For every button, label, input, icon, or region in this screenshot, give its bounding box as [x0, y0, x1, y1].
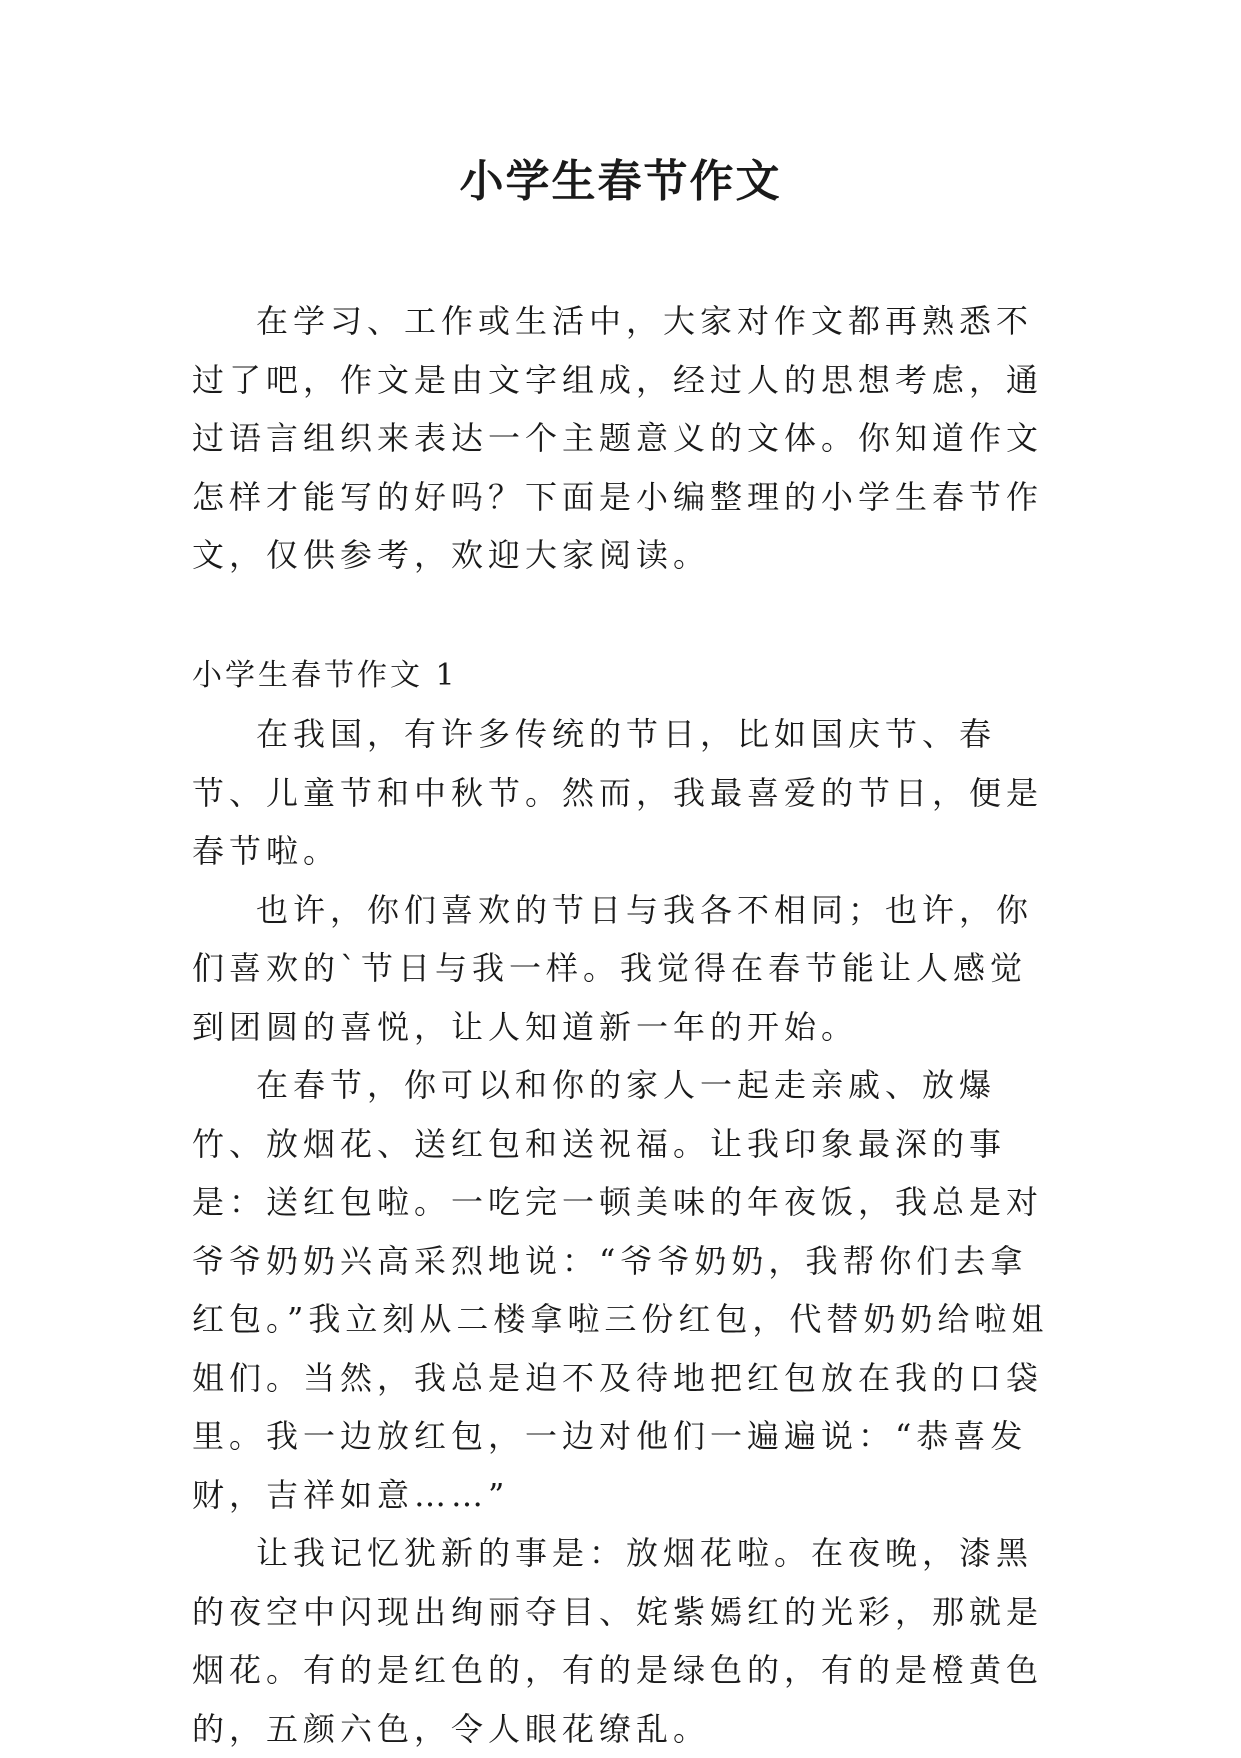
document-title: 小学生春节作文	[459, 156, 782, 207]
intro-paragraph: 在学习、工作或生活中，大家对作文都再熟悉不过了吧，作文是由文字组成，经过人的思想考虑，通过语言组织来表达一个主题意义的文体。你知道作文怎样才能写的好吗？下面是小编整理的小学生春节作文，仅供参考，欢迎大家阅读。	[192, 302, 1044, 574]
document-body	[192, 292, 1052, 1758]
body-paragraph-4: 让我记忆犹新的事是：放烟花啦。在夜晚，漆黑的夜空中闪现出绚丽夺目、姹紫嫣红的光彩，那就是烟花。有的是红色的，有的是绿色的，有的是橙黄色的，五颜六色，令人眼花缭乱。	[192, 1534, 1044, 1748]
body-paragraph-3: 在春节，你可以和你的家人一起走亲戚、放爆竹、放烟花、送红包和送祝福。让我印象最深的事是：送红包啦。一吃完一顿美味的年夜饭，我总是对爷爷奶奶兴高采烈地说：“爷爷奶奶，我帮你们去拿红包。”我立刻从二楼拿啦三份红包，代替奶奶给啦姐姐们。当然，我总是迫不及待地把红包放在我的口袋里。我一边放红包，一边对他们一遍遍说：“恭喜发财，吉祥如意……”	[192, 1066, 1049, 1514]
body-paragraph-2: 也许，你们喜欢的节日与我各不相同；也许，你们喜欢的`节日与我一样。我觉得在春节能让人感觉到团圆的喜悦，让人知道新一年的开始。	[192, 890, 1034, 1046]
body-paragraph-1: 在我国，有许多传统的节日，比如国庆节、春节、儿童节和中秋节。然而，我最喜爱的节日，便是春节啦。	[192, 715, 1044, 870]
section-heading: 小学生春节作文 1	[192, 657, 458, 693]
